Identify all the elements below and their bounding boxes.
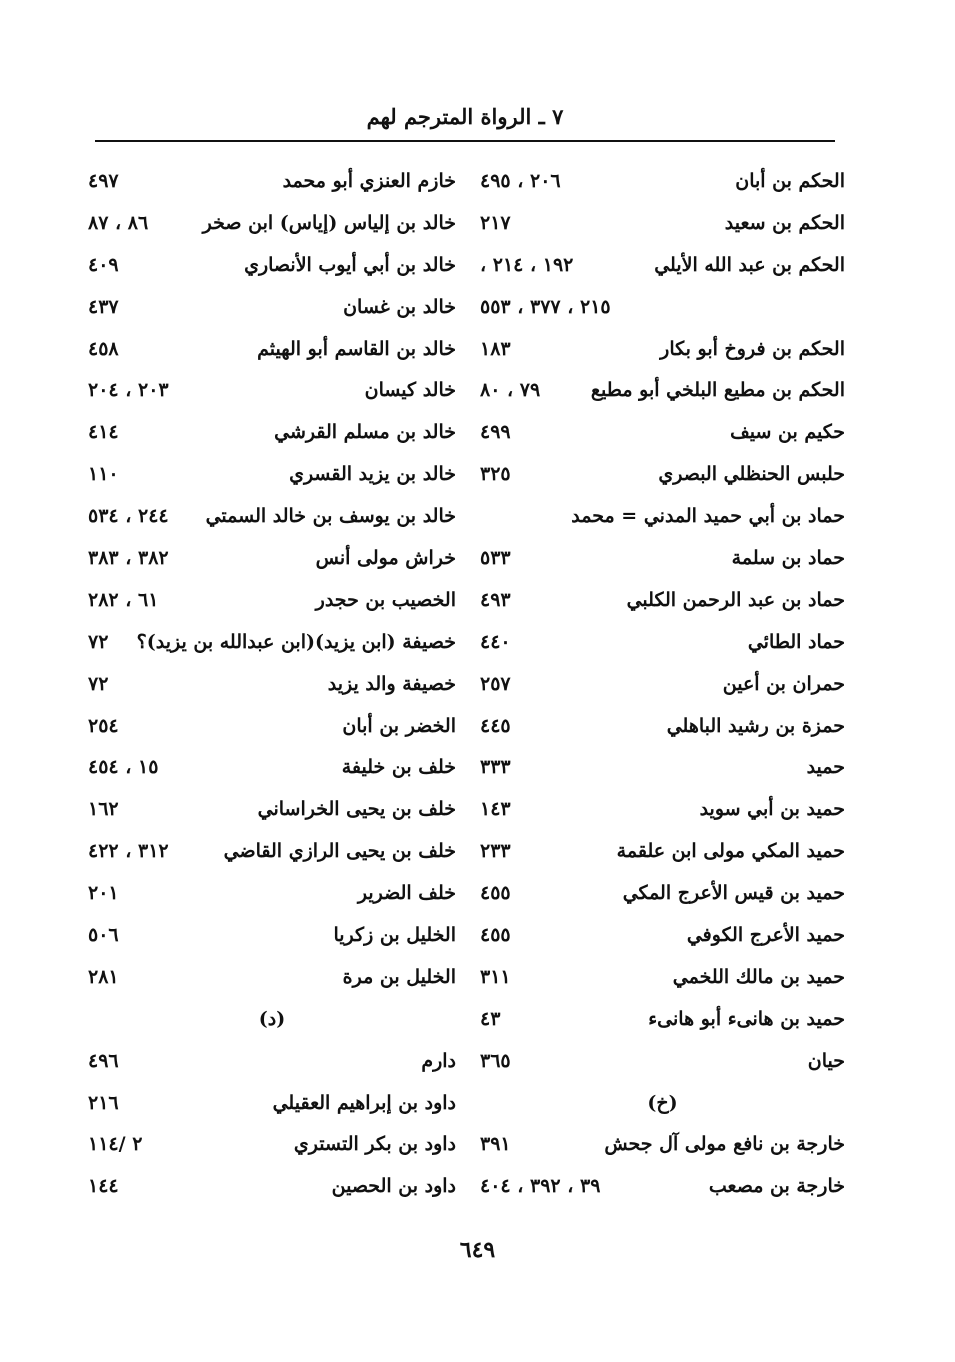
page-refs: ٢ /١١٤ bbox=[88, 1133, 143, 1156]
running-header: ٧ ـ الرواة المترجم لهم bbox=[366, 104, 564, 129]
index-entry bbox=[88, 328, 456, 370]
narrator-name: خالد بن إلياس (إياس) ابن صخر bbox=[202, 211, 456, 234]
page-refs: ٤٠٩ bbox=[88, 253, 119, 276]
narrator-name: داود بن بكر التستري bbox=[293, 1133, 456, 1156]
right-column bbox=[480, 160, 845, 1207]
narrator-name: حميد bbox=[806, 756, 845, 779]
index-entry bbox=[88, 202, 456, 244]
index-entry bbox=[88, 746, 456, 788]
narrator-name: خالد بن أبي أيوب الأنصاري bbox=[244, 253, 456, 276]
narrator-name: الحكم بن مطيع البلخي أبو مطيع bbox=[590, 379, 845, 402]
narrator-name: حلبس الحنظلي البصري bbox=[658, 463, 845, 486]
narrator-name: خلف بن يحيى الرازي القاضي bbox=[223, 840, 456, 863]
page-refs: ٨٦ ، ٨٧ bbox=[88, 211, 149, 234]
narrator-name: حميد بن هانىء أبو هانىء bbox=[648, 1007, 845, 1030]
page-refs: ٣٩١ bbox=[480, 1133, 511, 1156]
narrator-name: حيان bbox=[807, 1049, 845, 1072]
page-refs: ٢٣٣ bbox=[480, 840, 511, 863]
narrator-name: الحكم بن سعيد bbox=[724, 211, 845, 234]
index-entry bbox=[88, 537, 456, 579]
index-entry bbox=[480, 411, 845, 453]
narrator-name: الخضر بن أبان bbox=[342, 714, 456, 737]
page-refs: ٣١٢ ، ٤٢٢ bbox=[88, 840, 169, 863]
page-refs: ٧٢ bbox=[88, 630, 109, 653]
index-entry bbox=[480, 1123, 845, 1165]
index-entry bbox=[480, 202, 845, 244]
narrator-name: خصيفة والد يزيد bbox=[327, 672, 456, 695]
narrator-name: خالد بن يزيد القسري bbox=[289, 463, 456, 486]
index-entry bbox=[88, 160, 456, 202]
page-refs: ٢٥٤ bbox=[88, 714, 119, 737]
index-entry bbox=[480, 244, 845, 286]
index-entry bbox=[480, 537, 845, 579]
narrator-name: الخصيب بن حجدر bbox=[315, 588, 456, 611]
page-refs: ٧٢ bbox=[88, 672, 109, 695]
page-refs: ٣٩ ، ٣٩٢ ، ٤٠٤ bbox=[480, 1175, 601, 1198]
narrator-name: حمزة بن رشيد الباهلي bbox=[666, 714, 845, 737]
narrator-name: خلف بن يحيى الخراساني bbox=[257, 798, 456, 821]
page-refs: ٢٠١ bbox=[88, 882, 119, 905]
index-entry bbox=[480, 788, 845, 830]
narrator-name: داود بن الحصين bbox=[331, 1175, 456, 1198]
section-letter bbox=[480, 1082, 845, 1124]
page-refs: ٣٣٣ bbox=[480, 756, 511, 779]
narrator-name: حماد بن سلمة bbox=[731, 546, 845, 569]
index-entry bbox=[88, 663, 456, 705]
page-refs: ١٥ ، ٤٥٤ bbox=[88, 756, 159, 779]
index-entry bbox=[88, 369, 456, 411]
narrator-name: الخليل بن مرة bbox=[342, 965, 456, 988]
section-letter-label: (د) bbox=[258, 1007, 286, 1030]
page-refs: ٤٣٧ bbox=[88, 295, 119, 318]
index-entry bbox=[88, 1082, 456, 1124]
index-entry bbox=[88, 1123, 456, 1165]
index-entry bbox=[480, 286, 845, 328]
narrator-name: خارجة بن مصعب bbox=[708, 1175, 845, 1198]
index-entry bbox=[88, 872, 456, 914]
index-entry bbox=[480, 705, 845, 747]
narrator-name: حميد بن قيس الأعرج المكي bbox=[622, 882, 845, 905]
index-entry bbox=[88, 286, 456, 328]
page-refs: ٤٩٧ bbox=[88, 169, 119, 192]
page-refs: ٤٩٦ bbox=[88, 1049, 119, 1072]
narrator-name: حميد بن مالك اللخمي bbox=[672, 965, 845, 988]
page-refs: ٢٨١ bbox=[88, 965, 119, 988]
index-entry bbox=[88, 453, 456, 495]
page-refs: ٢٠٦ ، ٤٩٥ bbox=[480, 169, 561, 192]
page-refs: ٤٩٣ bbox=[480, 588, 511, 611]
index-entry bbox=[88, 705, 456, 747]
index-entry bbox=[88, 411, 456, 453]
narrator-name: الحكم بن عبد الله الأيلي bbox=[654, 253, 845, 276]
narrator-name: دارم bbox=[421, 1049, 456, 1072]
index-entry bbox=[88, 1040, 456, 1082]
index-entry bbox=[480, 160, 845, 202]
page-refs: ٢٥٧ bbox=[480, 672, 511, 695]
page-refs: ١٦٢ bbox=[88, 798, 119, 821]
page-refs: ١٩٢ ، ٢١٤ ، bbox=[480, 253, 574, 276]
page-number: ٦٤٩ bbox=[459, 1237, 496, 1263]
narrator-name: حماد بن أبي حميد المدني = محمد bbox=[571, 505, 845, 528]
narrator-name: حماد بن عبد الرحمن الكلبي bbox=[626, 588, 845, 611]
page-refs: ٣٨٢ ، ٣٨٣ bbox=[88, 546, 169, 569]
narrator-name: داود بن إبراهيم العقيلي bbox=[272, 1091, 456, 1114]
index-entry bbox=[88, 621, 456, 663]
page-refs: ٤٤٠ bbox=[480, 630, 511, 653]
page-refs: ٢١٥ ، ٣٧٧ ، ٥٥٣ bbox=[480, 295, 611, 318]
index-entry bbox=[480, 956, 845, 998]
page-refs: ٣١١ bbox=[480, 965, 511, 988]
narrator-name: حميد الأعرج الكوفي bbox=[686, 923, 845, 946]
index-entry bbox=[480, 746, 845, 788]
index-entry bbox=[88, 579, 456, 621]
narrator-name: حميد بن أبي سويد bbox=[699, 798, 845, 821]
narrator-name: حميد المكي مولى ابن علقمة bbox=[616, 840, 845, 863]
page-refs: ١٤٣ bbox=[480, 798, 511, 821]
index-entry bbox=[88, 956, 456, 998]
page-refs: ١١٠ bbox=[88, 463, 119, 486]
page-refs: ٦١ ، ٢٨٢ bbox=[88, 588, 159, 611]
page-refs: ٤١٤ bbox=[88, 421, 119, 444]
narrator-name: الحكم بن فروخ أبو بكار bbox=[660, 337, 845, 360]
index-entry bbox=[480, 621, 845, 663]
section-letter-label: (خ) bbox=[647, 1091, 678, 1114]
narrator-name: خالد بن غسان bbox=[343, 295, 456, 318]
narrator-name: خالد بن يوسف بن خالد السمتي bbox=[205, 505, 456, 528]
index-entry bbox=[480, 872, 845, 914]
index-entry bbox=[88, 914, 456, 956]
index-entry bbox=[480, 328, 845, 370]
header-rule bbox=[95, 140, 835, 142]
index-entry bbox=[480, 453, 845, 495]
page-refs: ١٤٤ bbox=[88, 1175, 119, 1198]
narrator-name: حكيم بن سيف bbox=[730, 421, 845, 444]
page-refs: ٢١٦ bbox=[88, 1091, 119, 1114]
index-entry bbox=[480, 1165, 845, 1207]
narrator-name: الحكم بن أبان bbox=[735, 169, 845, 192]
index-entry bbox=[88, 244, 456, 286]
narrator-name: حمران بن أعين bbox=[722, 672, 845, 695]
page-refs: ١٨٣ bbox=[480, 337, 511, 360]
page-refs: ٤٥٥ bbox=[480, 882, 511, 905]
narrator-name: خازم العنزي أبو محمد bbox=[282, 169, 456, 192]
left-column bbox=[88, 160, 456, 1207]
page-refs: ٣٢٥ bbox=[480, 463, 511, 486]
page-refs: ٤٤٥ bbox=[480, 714, 511, 737]
narrator-name: حماد الطائي bbox=[747, 630, 845, 653]
page-refs: ٢٤٤ ، ٥٣٤ bbox=[88, 505, 169, 528]
index-entry bbox=[88, 1165, 456, 1207]
index-entry bbox=[480, 1040, 845, 1082]
index-entry bbox=[88, 788, 456, 830]
page-refs: ٤٩٩ bbox=[480, 421, 511, 444]
page-refs: ٤٥٥ bbox=[480, 923, 511, 946]
page-refs: ٤٥٨ bbox=[88, 337, 119, 360]
narrator-name: خالد بن مسلم القرشي bbox=[274, 421, 456, 444]
narrator-name: خالد بن القاسم أبو الهيثم bbox=[257, 337, 456, 360]
index-entry bbox=[480, 579, 845, 621]
narrator-name: خلف الضرير bbox=[357, 882, 456, 905]
narrator-name: الخليل بن زكريا bbox=[333, 923, 456, 946]
page-refs: ٣٦٥ bbox=[480, 1049, 511, 1072]
index-entry bbox=[480, 830, 845, 872]
index-entry bbox=[88, 830, 456, 872]
index-entry bbox=[480, 914, 845, 956]
page-refs: ٢٠٣ ، ٢٠٤ bbox=[88, 379, 169, 402]
index-entry bbox=[480, 998, 845, 1040]
page-refs: ٥٣٣ bbox=[480, 546, 511, 569]
narrator-name: خصيفة (ابن يزيد)(ابن عبدالله بن يزيد)؟ bbox=[136, 630, 456, 653]
page-refs: ٧٩ ، ٨٠ bbox=[480, 379, 541, 402]
index-entry bbox=[480, 369, 845, 411]
page-refs: ٢١٧ bbox=[480, 211, 511, 234]
page-refs: ٤٣ bbox=[480, 1007, 501, 1030]
narrator-name: خراش مولى أنس bbox=[315, 546, 456, 569]
narrator-name: خلف بن خليفة bbox=[341, 756, 456, 779]
narrator-name: خارجة بن نافع مولى آل جحش bbox=[604, 1133, 845, 1156]
index-entry bbox=[480, 495, 845, 537]
page-refs: ٥٠٦ bbox=[88, 923, 119, 946]
index-entry bbox=[88, 495, 456, 537]
index-entry bbox=[480, 663, 845, 705]
section-letter bbox=[88, 998, 456, 1040]
narrator-name: خالد كيسان bbox=[364, 379, 456, 402]
